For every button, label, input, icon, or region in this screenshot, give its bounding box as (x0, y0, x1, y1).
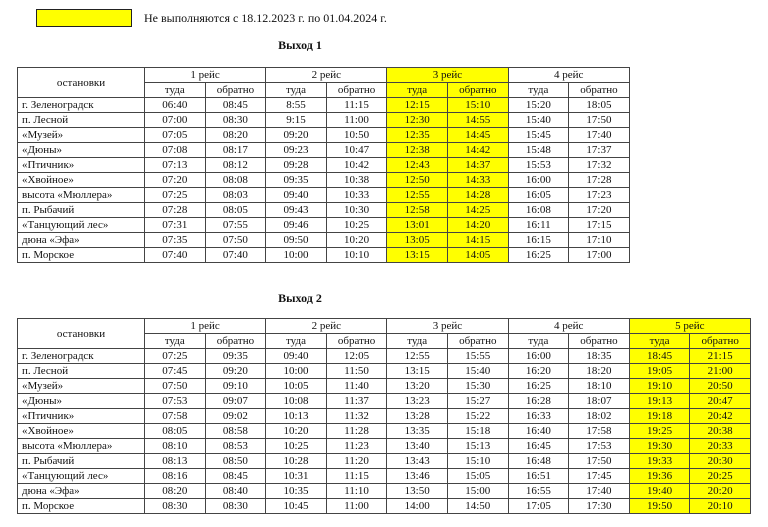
time-cell: 08:45 (205, 469, 266, 484)
time-cell: 11:00 (326, 499, 387, 514)
stops-header: остановки (18, 319, 145, 349)
table-row (18, 499, 751, 514)
time-cell: 10:05 (266, 379, 327, 394)
time-cell: 07:40 (145, 248, 206, 263)
time-cell: 14:42 (447, 143, 508, 158)
time-cell: 11:15 (326, 469, 387, 484)
direction-back-header: обратно (326, 334, 387, 349)
time-cell: 07:25 (145, 188, 206, 203)
time-cell: 07:40 (205, 248, 266, 263)
table-row (18, 248, 630, 263)
time-cell: 08:30 (205, 113, 266, 128)
time-cell: 10:00 (266, 248, 327, 263)
time-cell: 19:30 (629, 439, 690, 454)
table-title-vyhod-2: Выход 2 (278, 291, 322, 305)
time-cell: 17:53 (569, 439, 630, 454)
time-cell: 20:20 (690, 484, 751, 499)
stop-name: «Танцующий лес» (18, 218, 145, 233)
stop-name: г. Зеленоградск (18, 98, 145, 113)
time-cell: 08:30 (205, 499, 266, 514)
time-cell: 10:08 (266, 394, 327, 409)
time-cell: 12:55 (387, 349, 448, 364)
time-cell: 09:02 (205, 409, 266, 424)
time-cell: 18:35 (569, 349, 630, 364)
time-cell: 12:50 (387, 173, 448, 188)
time-cell: 17:28 (569, 173, 630, 188)
time-cell: 14:00 (387, 499, 448, 514)
time-cell: 17:00 (569, 248, 630, 263)
time-cell: 09:40 (266, 188, 327, 203)
time-cell: 12:38 (387, 143, 448, 158)
time-cell: 17:40 (569, 484, 630, 499)
table-row (18, 203, 630, 218)
stop-name: «Птичник» (18, 409, 145, 424)
legend (36, 8, 387, 28)
time-cell: 09:20 (266, 128, 327, 143)
time-cell: 16:08 (508, 203, 569, 218)
time-cell: 12:15 (387, 98, 448, 113)
time-cell: 12:30 (387, 113, 448, 128)
time-cell: 14:05 (447, 248, 508, 263)
schedule-table-vyhod-2 (17, 318, 751, 514)
time-cell: 09:40 (266, 349, 327, 364)
time-cell: 08:16 (145, 469, 206, 484)
time-cell: 11:40 (326, 379, 387, 394)
stop-name: высота «Мюллера» (18, 439, 145, 454)
time-cell: 08:58 (205, 424, 266, 439)
time-cell: 10:35 (266, 484, 327, 499)
legend-text: Не выполняются с 18.12.2023 г. по 01.04.2024 г. (144, 10, 387, 25)
time-cell: 17:32 (569, 158, 630, 173)
time-cell: 09:46 (266, 218, 327, 233)
time-cell: 08:45 (205, 98, 266, 113)
time-cell: 08:20 (145, 484, 206, 499)
direction-back-header: обратно (569, 83, 630, 98)
schedule-table-vyhod-1 (17, 67, 630, 263)
time-cell: 12:05 (326, 349, 387, 364)
table-row (18, 188, 630, 203)
time-cell: 11:00 (326, 113, 387, 128)
time-cell: 15:10 (447, 454, 508, 469)
direction-there-header: туда (266, 334, 327, 349)
time-cell: 17:40 (569, 128, 630, 143)
trip-header: 5 рейс (629, 319, 750, 334)
time-cell: 15:10 (447, 98, 508, 113)
time-cell: 16:55 (508, 484, 569, 499)
time-cell: 17:50 (569, 454, 630, 469)
time-cell: 13:35 (387, 424, 448, 439)
time-cell: 08:03 (205, 188, 266, 203)
header-row (18, 68, 630, 83)
time-cell: 17:20 (569, 203, 630, 218)
time-cell: 17:45 (569, 469, 630, 484)
time-cell: 16:40 (508, 424, 569, 439)
stop-name: «Дюны» (18, 394, 145, 409)
direction-back-header: обратно (326, 83, 387, 98)
time-cell: 16:25 (508, 248, 569, 263)
time-cell: 09:43 (266, 203, 327, 218)
direction-there-header: туда (508, 83, 569, 98)
trip-header: 2 рейс (266, 319, 387, 334)
time-cell: 08:40 (205, 484, 266, 499)
direction-there-header: туда (145, 334, 206, 349)
stop-name: п. Лесной (18, 113, 145, 128)
time-cell: 14:37 (447, 158, 508, 173)
time-cell: 17:23 (569, 188, 630, 203)
time-cell: 21:15 (690, 349, 751, 364)
time-cell: 08:05 (145, 424, 206, 439)
time-cell: 16:15 (508, 233, 569, 248)
time-cell: 16:45 (508, 439, 569, 454)
time-cell: 14:20 (447, 218, 508, 233)
stop-name: п. Морское (18, 248, 145, 263)
time-cell: 12:55 (387, 188, 448, 203)
time-cell: 18:20 (569, 364, 630, 379)
time-cell: 07:50 (205, 233, 266, 248)
header-row (18, 319, 751, 334)
time-cell: 09:35 (266, 173, 327, 188)
time-cell: 15:55 (447, 349, 508, 364)
table-row (18, 484, 751, 499)
time-cell: 10:50 (326, 128, 387, 143)
time-cell: 11:20 (326, 454, 387, 469)
time-cell: 09:35 (205, 349, 266, 364)
table-row (18, 424, 751, 439)
time-cell: 8:55 (266, 98, 327, 113)
time-cell: 08:10 (145, 439, 206, 454)
time-cell: 20:30 (690, 454, 751, 469)
time-cell: 07:55 (205, 218, 266, 233)
time-cell: 11:32 (326, 409, 387, 424)
legend-highlight-swatch (36, 9, 132, 27)
table-row (18, 394, 751, 409)
direction-there-header: туда (145, 83, 206, 98)
stop-name: дюна «Эфа» (18, 233, 145, 248)
table-row (18, 439, 751, 454)
trip-header: 3 рейс (387, 68, 508, 83)
time-cell: 20:42 (690, 409, 751, 424)
direction-back-header: обратно (205, 334, 266, 349)
direction-back-header: обратно (569, 334, 630, 349)
time-cell: 13:40 (387, 439, 448, 454)
time-cell: 11:50 (326, 364, 387, 379)
table-row (18, 349, 751, 364)
time-cell: 19:05 (629, 364, 690, 379)
stop-name: п. Морское (18, 499, 145, 514)
stop-name: п. Рыбачий (18, 203, 145, 218)
time-cell: 09:20 (205, 364, 266, 379)
time-cell: 10:13 (266, 409, 327, 424)
time-cell: 15:18 (447, 424, 508, 439)
time-cell: 17:37 (569, 143, 630, 158)
time-cell: 20:47 (690, 394, 751, 409)
time-cell: 16:05 (508, 188, 569, 203)
time-cell: 20:33 (690, 439, 751, 454)
time-cell: 09:10 (205, 379, 266, 394)
time-cell: 15:20 (508, 98, 569, 113)
time-cell: 20:38 (690, 424, 751, 439)
time-cell: 17:10 (569, 233, 630, 248)
time-cell: 10:47 (326, 143, 387, 158)
table-row (18, 158, 630, 173)
time-cell: 09:50 (266, 233, 327, 248)
time-cell: 07:00 (145, 113, 206, 128)
stop-name: «Музей» (18, 128, 145, 143)
table-row (18, 173, 630, 188)
stops-header: остановки (18, 68, 145, 98)
time-cell: 18:02 (569, 409, 630, 424)
time-cell: 14:45 (447, 128, 508, 143)
time-cell: 07:35 (145, 233, 206, 248)
time-cell: 19:13 (629, 394, 690, 409)
trip-header: 4 рейс (508, 68, 629, 83)
time-cell: 09:23 (266, 143, 327, 158)
time-cell: 10:42 (326, 158, 387, 173)
time-cell: 08:53 (205, 439, 266, 454)
stop-name: «Хвойное» (18, 173, 145, 188)
time-cell: 13:20 (387, 379, 448, 394)
time-cell: 14:15 (447, 233, 508, 248)
time-cell: 20:50 (690, 379, 751, 394)
direction-there-header: туда (387, 83, 448, 98)
time-cell: 10:31 (266, 469, 327, 484)
time-cell: 16:00 (508, 173, 569, 188)
time-cell: 10:30 (326, 203, 387, 218)
time-cell: 08:08 (205, 173, 266, 188)
time-cell: 17:05 (508, 499, 569, 514)
time-cell: 16:11 (508, 218, 569, 233)
time-cell: 16:20 (508, 364, 569, 379)
time-cell: 18:05 (569, 98, 630, 113)
time-cell: 08:12 (205, 158, 266, 173)
table-row (18, 364, 751, 379)
time-cell: 10:33 (326, 188, 387, 203)
time-cell: 14:25 (447, 203, 508, 218)
time-cell: 16:51 (508, 469, 569, 484)
time-cell: 11:23 (326, 439, 387, 454)
time-cell: 13:15 (387, 248, 448, 263)
direction-back-header: обратно (447, 334, 508, 349)
time-cell: 14:55 (447, 113, 508, 128)
time-cell: 07:20 (145, 173, 206, 188)
time-cell: 21:00 (690, 364, 751, 379)
time-cell: 12:58 (387, 203, 448, 218)
time-cell: 08:05 (205, 203, 266, 218)
direction-there-header: туда (629, 334, 690, 349)
time-cell: 18:10 (569, 379, 630, 394)
time-cell: 10:25 (266, 439, 327, 454)
time-cell: 15:40 (447, 364, 508, 379)
stop-name: п. Лесной (18, 364, 145, 379)
trip-header: 2 рейс (266, 68, 387, 83)
time-cell: 17:30 (569, 499, 630, 514)
time-cell: 15:05 (447, 469, 508, 484)
time-cell: 13:43 (387, 454, 448, 469)
table-row (18, 379, 751, 394)
time-cell: 9:15 (266, 113, 327, 128)
time-cell: 13:15 (387, 364, 448, 379)
time-cell: 13:01 (387, 218, 448, 233)
time-cell: 19:25 (629, 424, 690, 439)
table-row (18, 469, 751, 484)
time-cell: 07:45 (145, 364, 206, 379)
time-cell: 20:10 (690, 499, 751, 514)
time-cell: 18:07 (569, 394, 630, 409)
time-cell: 13:46 (387, 469, 448, 484)
time-cell: 11:15 (326, 98, 387, 113)
time-cell: 11:37 (326, 394, 387, 409)
time-cell: 13:05 (387, 233, 448, 248)
time-cell: 15:22 (447, 409, 508, 424)
time-cell: 15:30 (447, 379, 508, 394)
stop-name: высота «Мюллера» (18, 188, 145, 203)
direction-back-header: обратно (205, 83, 266, 98)
time-cell: 15:45 (508, 128, 569, 143)
direction-there-header: туда (508, 334, 569, 349)
time-cell: 08:30 (145, 499, 206, 514)
time-cell: 12:35 (387, 128, 448, 143)
time-cell: 17:15 (569, 218, 630, 233)
time-cell: 07:58 (145, 409, 206, 424)
time-cell: 07:08 (145, 143, 206, 158)
time-cell: 07:50 (145, 379, 206, 394)
time-cell: 06:40 (145, 98, 206, 113)
stop-name: дюна «Эфа» (18, 484, 145, 499)
table-row (18, 454, 751, 469)
time-cell: 08:50 (205, 454, 266, 469)
trip-header: 3 рейс (387, 319, 508, 334)
time-cell: 19:10 (629, 379, 690, 394)
stop-name: «Музей» (18, 379, 145, 394)
time-cell: 19:36 (629, 469, 690, 484)
time-cell: 19:50 (629, 499, 690, 514)
trip-header: 1 рейс (145, 68, 266, 83)
time-cell: 13:50 (387, 484, 448, 499)
stop-name: «Птичник» (18, 158, 145, 173)
time-cell: 07:28 (145, 203, 206, 218)
time-cell: 16:00 (508, 349, 569, 364)
stop-name: п. Рыбачий (18, 454, 145, 469)
time-cell: 10:28 (266, 454, 327, 469)
table-row (18, 218, 630, 233)
time-cell: 13:23 (387, 394, 448, 409)
table-row (18, 113, 630, 128)
time-cell: 10:10 (326, 248, 387, 263)
time-cell: 19:33 (629, 454, 690, 469)
time-cell: 19:40 (629, 484, 690, 499)
stop-name: «Хвойное» (18, 424, 145, 439)
time-cell: 09:28 (266, 158, 327, 173)
trip-header: 1 рейс (145, 319, 266, 334)
time-cell: 11:28 (326, 424, 387, 439)
time-cell: 15:27 (447, 394, 508, 409)
time-cell: 08:13 (145, 454, 206, 469)
stop-name: «Танцующий лес» (18, 469, 145, 484)
time-cell: 16:25 (508, 379, 569, 394)
stop-name: «Дюны» (18, 143, 145, 158)
time-cell: 18:45 (629, 349, 690, 364)
time-cell: 10:20 (326, 233, 387, 248)
time-cell: 08:17 (205, 143, 266, 158)
time-cell: 17:58 (569, 424, 630, 439)
table-row (18, 128, 630, 143)
direction-there-header: туда (387, 334, 448, 349)
time-cell: 16:28 (508, 394, 569, 409)
time-cell: 19:18 (629, 409, 690, 424)
time-cell: 10:00 (266, 364, 327, 379)
time-cell: 15:53 (508, 158, 569, 173)
time-cell: 14:28 (447, 188, 508, 203)
trip-header: 4 рейс (508, 319, 629, 334)
direction-back-header: обратно (690, 334, 751, 349)
time-cell: 11:10 (326, 484, 387, 499)
time-cell: 08:20 (205, 128, 266, 143)
time-cell: 10:45 (266, 499, 327, 514)
time-cell: 12:43 (387, 158, 448, 173)
time-cell: 20:25 (690, 469, 751, 484)
time-cell: 15:48 (508, 143, 569, 158)
time-cell: 07:53 (145, 394, 206, 409)
time-cell: 16:33 (508, 409, 569, 424)
time-cell: 07:31 (145, 218, 206, 233)
table-row (18, 143, 630, 158)
time-cell: 15:00 (447, 484, 508, 499)
table-row (18, 409, 751, 424)
time-cell: 15:13 (447, 439, 508, 454)
direction-back-header: обратно (447, 83, 508, 98)
time-cell: 16:48 (508, 454, 569, 469)
time-cell: 07:25 (145, 349, 206, 364)
table-row (18, 233, 630, 248)
direction-there-header: туда (266, 83, 327, 98)
time-cell: 07:13 (145, 158, 206, 173)
time-cell: 10:38 (326, 173, 387, 188)
time-cell: 17:50 (569, 113, 630, 128)
time-cell: 13:28 (387, 409, 448, 424)
table-row (18, 98, 630, 113)
time-cell: 14:50 (447, 499, 508, 514)
time-cell: 10:25 (326, 218, 387, 233)
time-cell: 09:07 (205, 394, 266, 409)
time-cell: 15:40 (508, 113, 569, 128)
time-cell: 07:05 (145, 128, 206, 143)
stop-name: г. Зеленоградск (18, 349, 145, 364)
time-cell: 14:33 (447, 173, 508, 188)
table-title-vyhod-1: Выход 1 (278, 38, 322, 52)
time-cell: 10:20 (266, 424, 327, 439)
